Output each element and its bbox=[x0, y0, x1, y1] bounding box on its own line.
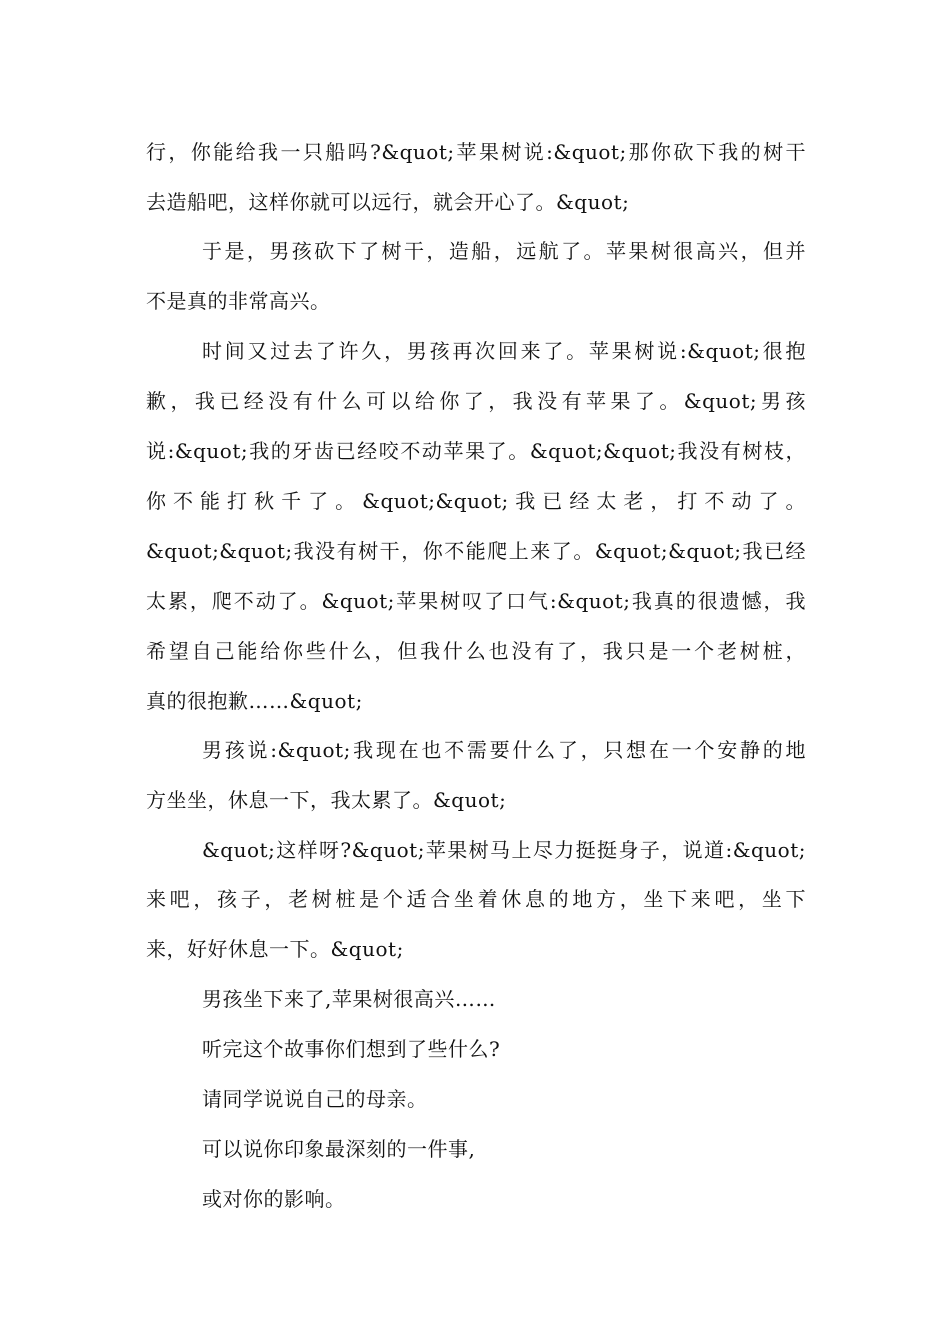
text-line: 行，你能给我一只船吗?&quot;苹果树说:&quot;那你砍下我的树干 bbox=[146, 140, 806, 164]
text-line: 去造船吧，这样你就可以远行，就会开心了。&quot; bbox=[146, 190, 630, 214]
text-line: 希望自己能给你些什么，但我什么也没有了，我只是一个老树桩， bbox=[146, 639, 806, 663]
text-line: 或对你的影响。 bbox=[202, 1187, 346, 1211]
text-line: 时间又过去了许久，男孩再次回来了。苹果树说:&quot;很抱 bbox=[202, 339, 806, 363]
text-line: 可以说你印象最深刻的一件事, bbox=[202, 1137, 476, 1161]
text-line: 于是，男孩砍下了树干，造船，远航了。苹果树很高兴，但并 bbox=[202, 239, 806, 263]
text-line: 请同学说说自己的母亲。 bbox=[202, 1087, 428, 1111]
text-line: 歉，我已经没有什么可以给你了，我没有苹果了。&quot;男孩 bbox=[146, 389, 806, 413]
text-line: 方坐坐，休息一下，我太累了。&quot; bbox=[146, 788, 507, 812]
text-line: 来吧，孩子，老树桩是个适合坐着休息的地方，坐下来吧，坐下 bbox=[146, 887, 806, 911]
text-line: 听完这个故事你们想到了些什么? bbox=[202, 1037, 501, 1061]
text-line: 你不能打秋千了。&quot;&quot;我已经太老，打不动了。 bbox=[146, 489, 806, 513]
text-line: 男孩坐下来了,苹果树很高兴…… bbox=[202, 987, 496, 1011]
text-line: 不是真的非常高兴。 bbox=[146, 289, 331, 313]
text-line: 来，好好休息一下。&quot; bbox=[146, 937, 404, 961]
text-line: 说:&quot;我的牙齿已经咬不动苹果了。&quot;&quot;我没有树枝， bbox=[146, 439, 806, 463]
text-line: &quot;&quot;我没有树干，你不能爬上来了。&quot;&quot;我已经 bbox=[146, 539, 806, 563]
text-line: 太累，爬不动了。&quot;苹果树叹了口气:&quot;我真的很遗憾，我 bbox=[146, 589, 806, 613]
text-line: 真的很抱歉……&quot; bbox=[146, 689, 363, 713]
text-line: 男孩说:&quot;我现在也不需要什么了，只想在一个安静的地 bbox=[202, 738, 806, 762]
text-line: &quot;这样呀?&quot;苹果树马上尽力挺挺身子，说道:&quot; bbox=[202, 838, 806, 862]
